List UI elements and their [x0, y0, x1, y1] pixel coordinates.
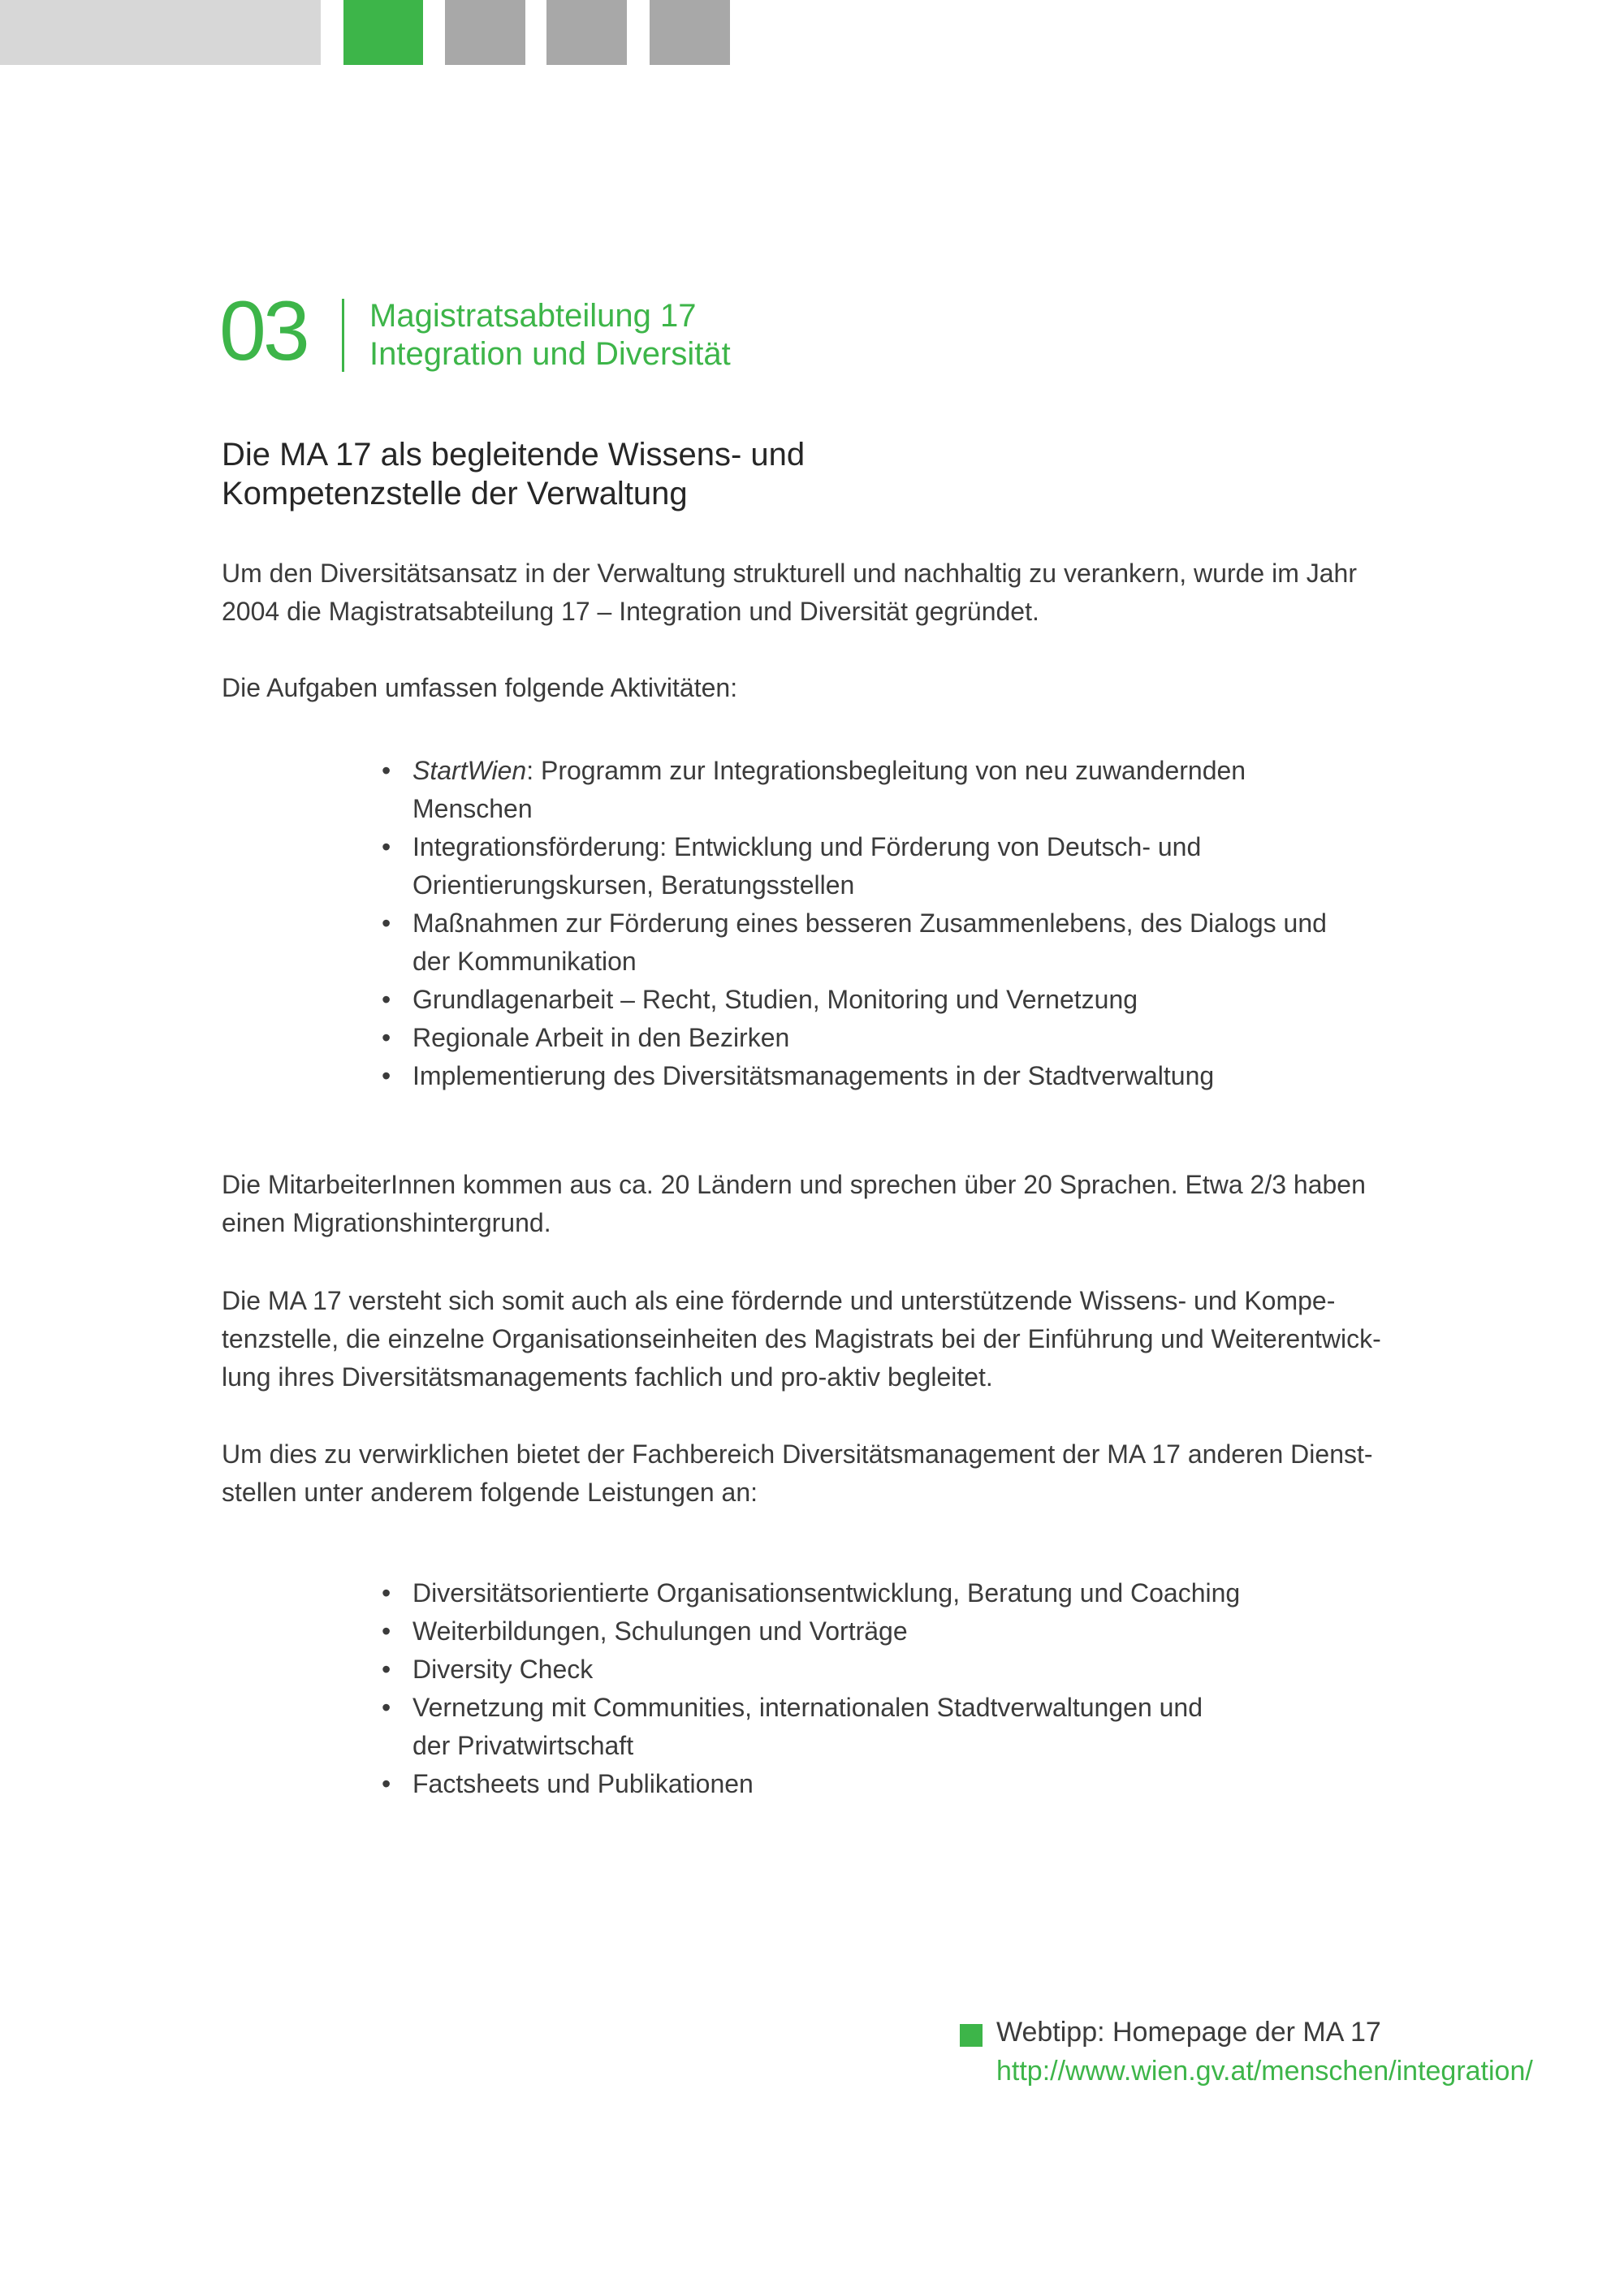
task-item2-line2: Orientierungskursen, Beratungsstellen	[412, 870, 855, 900]
bullet-icon: •	[382, 1693, 391, 1722]
service-item3: Diversity Check	[412, 1655, 594, 1684]
list-item	[382, 752, 1327, 828]
bullet-icon: •	[382, 1578, 391, 1608]
header-tab-2	[546, 0, 627, 65]
task-item2-line1: Integrationsförderung: Entwicklung und Förderung von Deutsch- und	[412, 832, 1202, 861]
service-item4-line2: der Privatwirtschaft	[412, 1731, 634, 1760]
bullet-icon: •	[382, 1616, 391, 1646]
self-image-line2: tenzstelle, die einzelne Organisationseinheiten des Magistrats bei der Einführung und Weiterentwick-	[222, 1324, 1381, 1353]
services-intro-paragraph	[222, 1435, 1423, 1512]
bullet-icon: •	[382, 1023, 391, 1052]
webtip-square-icon	[960, 2024, 983, 2047]
tasks-intro-line: Die Aufgaben umfassen folgende Aktivitäten:	[222, 673, 738, 702]
list-item	[382, 1651, 1240, 1689]
list-item	[382, 1574, 1240, 1612]
tasks-list	[382, 752, 1327, 1095]
header-bar-long	[0, 0, 321, 65]
task-item1-text: : Programm zur Integrationsbegleitung von neu zuwandernden	[526, 756, 1246, 785]
service-item2: Weiterbildungen, Schulungen und Vorträge	[412, 1616, 908, 1646]
section-heading	[222, 435, 805, 513]
section-heading-line1: Die MA 17 als begleitende Wissens- und	[222, 437, 806, 473]
header-tab-3	[650, 0, 730, 65]
bullet-icon: •	[382, 908, 391, 938]
chapter-number: 03	[219, 284, 307, 378]
services-intro-line1: Um dies zu verwirklichen bietet der Fachbereich Diversitätsmanagement der MA 17 anderen Dienst-	[222, 1439, 1373, 1469]
webtip-label: Webtipp: Homepage der MA 17	[996, 2017, 1381, 2048]
staff-line2: einen Migrationshintergrund.	[222, 1208, 551, 1237]
task-item1-line2: Menschen	[412, 794, 533, 823]
list-item	[382, 1765, 1240, 1803]
bullet-icon: •	[382, 756, 391, 785]
task-item3-line1: Maßnahmen zur Förderung eines besseren Zusammenlebens, des Dialogs und	[412, 908, 1327, 938]
bullet-icon: •	[382, 1061, 391, 1090]
chapter-title	[369, 297, 731, 373]
list-item	[382, 1019, 1327, 1057]
task-item6: Implementierung des Diversitätsmanagements in der Stadtverwaltung	[412, 1061, 1215, 1090]
service-item5: Factsheets und Publikationen	[412, 1769, 754, 1798]
section-heading-line2: Kompetenzstelle der Verwaltung	[222, 476, 688, 511]
list-item	[382, 1057, 1327, 1095]
bullet-icon: •	[382, 1769, 391, 1798]
task-item4: Grundlagenarbeit – Recht, Studien, Monitoring und Vernetzung	[412, 985, 1138, 1014]
intro-line2: 2004 die Magistratsabteilung 17 – Integration und Diversität gegründet.	[222, 597, 1039, 626]
header-tab-active	[343, 0, 423, 65]
list-item	[382, 1612, 1240, 1651]
bullet-icon: •	[382, 832, 391, 861]
service-item4-line1: Vernetzung mit Communities, internationalen Stadtverwaltungen und	[412, 1693, 1203, 1722]
header-tab-1	[445, 0, 525, 65]
list-item	[382, 1689, 1240, 1765]
bullet-icon: •	[382, 1655, 391, 1684]
intro-paragraph	[222, 555, 1423, 631]
service-item1: Diversitätsorientierte Organisationsentwicklung, Beratung und Coaching	[412, 1578, 1241, 1608]
chapter-title-line1: Magistratsabteilung 17	[369, 298, 697, 334]
staff-paragraph	[222, 1166, 1423, 1242]
self-image-paragraph	[222, 1282, 1423, 1396]
self-image-line3: lung ihres Diversitätsmanagements fachlich und pro-aktiv begleitet.	[222, 1362, 993, 1392]
list-item	[382, 828, 1327, 904]
chapter-divider	[342, 299, 344, 372]
task-item3-line2: der Kommunikation	[412, 947, 637, 976]
chapter-title-line2: Integration und Diversität	[369, 336, 731, 372]
intro-line1: Um den Diversitätsansatz in der Verwaltung strukturell und nachhaltig zu verankern, wurde im Jahr	[222, 559, 1357, 588]
tasks-intro-paragraph	[222, 669, 1423, 707]
webtip-link[interactable]: http://www.wien.gv.at/menschen/integration/	[996, 2056, 1533, 2087]
list-item	[382, 981, 1327, 1019]
staff-line1: Die MitarbeiterInnen kommen aus ca. 20 Ländern und sprechen über 20 Sprachen. Etwa 2/3 haben	[222, 1170, 1366, 1199]
services-intro-line2: stellen unter anderem folgende Leistungen an:	[222, 1478, 758, 1507]
list-item	[382, 904, 1327, 981]
task-item5: Regionale Arbeit in den Bezirken	[412, 1023, 790, 1052]
self-image-line1: Die MA 17 versteht sich somit auch als eine fördernde und unterstützende Wissens- und Kompe-	[222, 1286, 1336, 1315]
services-list	[382, 1574, 1240, 1803]
bullet-icon: •	[382, 985, 391, 1014]
startwien-label: StartWien	[412, 756, 527, 785]
